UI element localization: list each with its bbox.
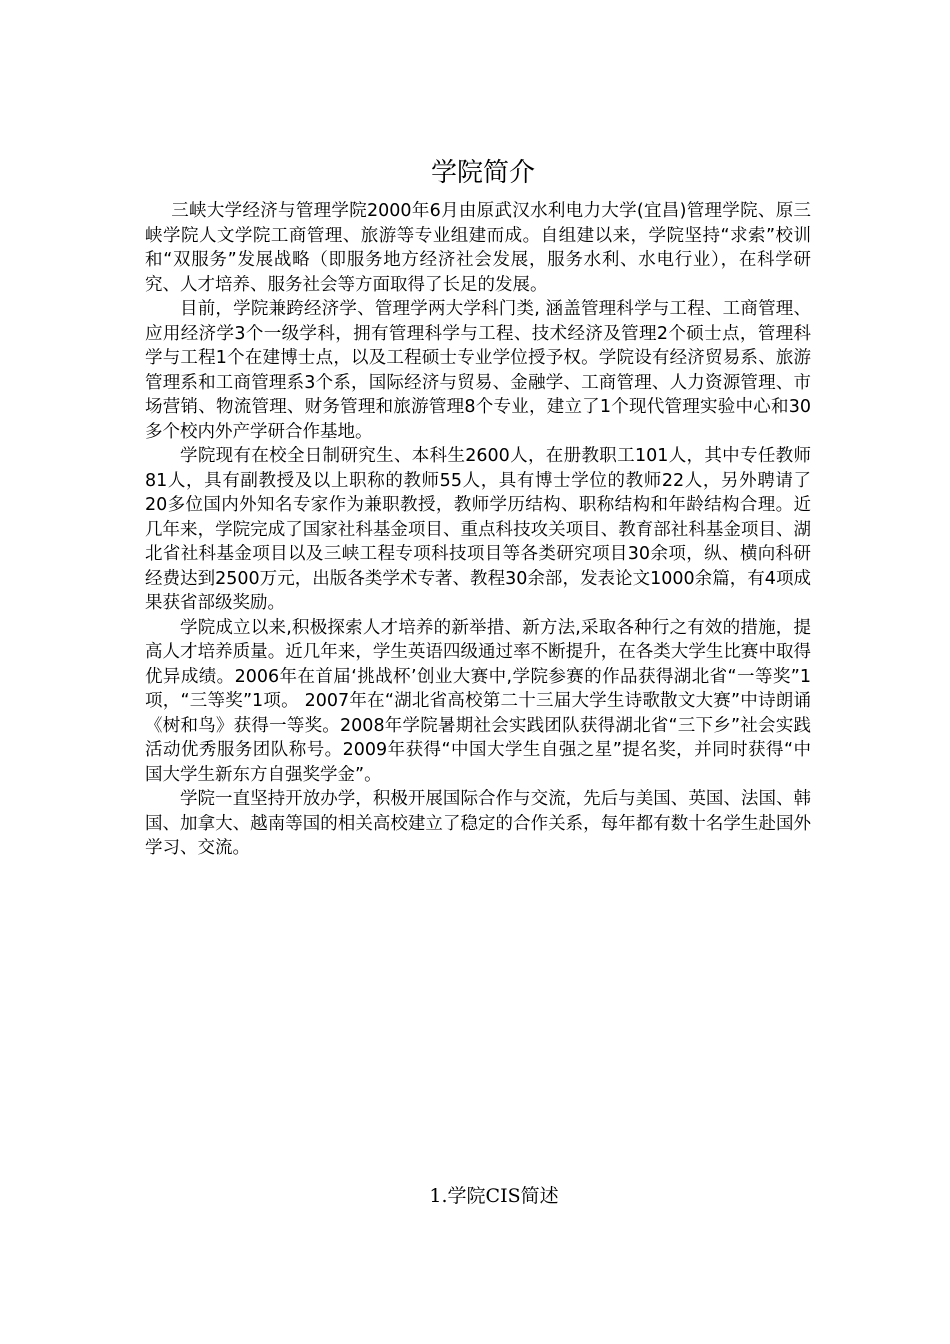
page-title: 学院简介 xyxy=(430,158,535,188)
paragraph-disciplines: 目前，学院兼跨经济学、管理学两大学科门类, 涵盖管理科学与工程、工商管理、应用经济学3个一级学科，拥有管理科学与工程、技术经济及管理2个硕士点，管理科学与工程1个在建博士点，以及工程硕士专业学位授予权。学院设有经济贸易系、旅游管理系和工商管理系3个系，国际经济与贸易、金融学、工商管理、人力资源管理、市场营销、物流管理、财务管理和旅游管理8个专业，建立了1个现代管理实验中心和30多个校内外产学研合作基地。 xyxy=(145,299,811,442)
paragraph-faculty-research: 学院现有在校全日制研究生、本科生2600人，在册教职工101人，其中专任教师81人，具有副教授及以上职称的教师55人，具有博士学位的教师22人，另外聘请了20多位国内外知名专家作为兼职教授，教师学历结构、职称结构和年龄结构合理。近几年来，学院完成了国家社科基金项目、重点科技攻关项目、教育部社科基金项目、湖北省社科基金项目以及三峡工程专项科技项目等各类研究项目30余项，纵、横向科研经费达到2500万元，出版各类学术专著、教程30余部，发表论文1000余篇，有4项成果获省部级奖励。 xyxy=(145,446,811,613)
document-body xyxy=(145,199,811,861)
section-heading: 1.学院CIS简述 xyxy=(429,1185,559,1207)
paragraph-founding: 三峡大学经济与管理学院2000年6月由原武汉水利电力大学(宜昌)管理学院、原三峡学院人文学院工商管理、旅游等专业组建而成。自组建以来，学院坚持“求索”校训和“双服务”发展战略（即服务地方经济社会发展，服务水利、水电行业），在科学研究、人才培养、服务社会等方面取得了长足的发展。 xyxy=(145,201,811,295)
paragraph-student-achievements: 学院成立以来,积极探索人才培养的新举措、新方法,采取各种行之有效的措施，提高人才培养质量。近几年来，学生英语四级通过率不断提升，在各类大学生比赛中取得优异成绩。2006年在首届‘挑战杯’创业大赛中,学院参赛的作品获得湖北省“一等奖”1项，“三等奖”1项。 2007年在“湖北省高校第二十三届大学生诗歌散文大赛”中诗朗诵《树和鸟》获得一等奖。2008年学院暑期社会实践团队获得湖北省“三下乡”社会实践活动优秀服务团队称号。2009年获得“中国大学生自强之星”提名奖，并同时获得“中国大学生新东方自强奖学金”。 xyxy=(145,617,811,785)
paragraph-international: 学院一直坚持开放办学，积极开展国际合作与交流，先后与美国、英国、法国、韩国、加拿大、越南等国的相关高校建立了稳定的合作关系，每年都有数十名学生赴国外学习、交流。 xyxy=(145,789,811,858)
